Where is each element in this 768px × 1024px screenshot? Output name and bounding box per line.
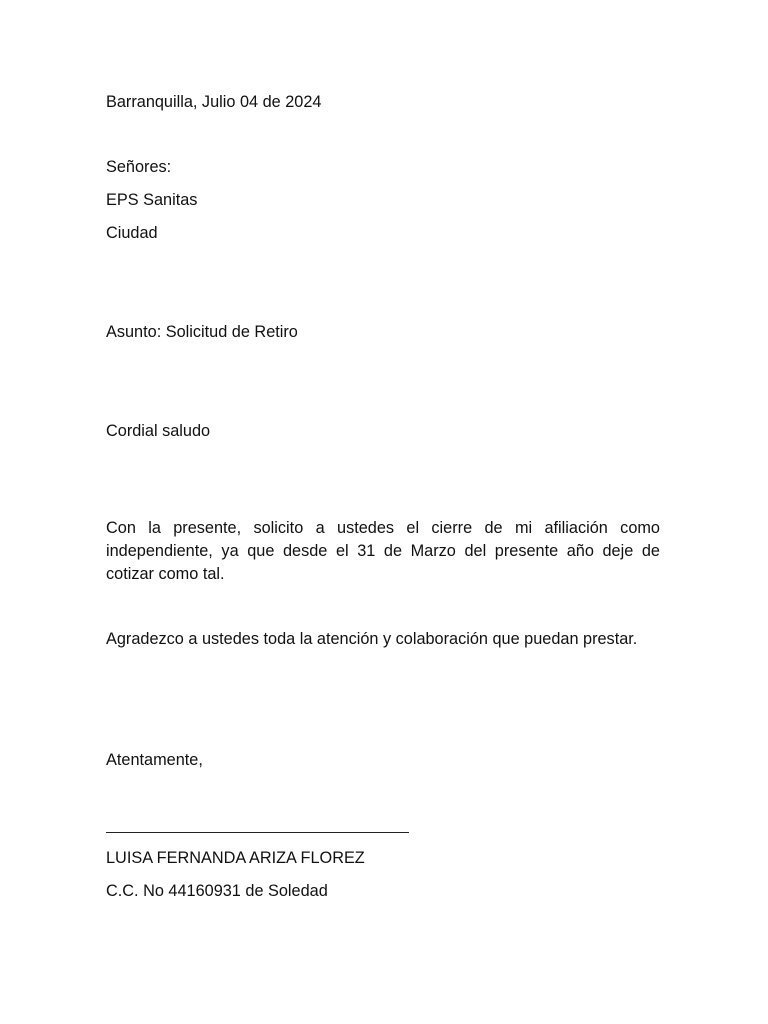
letter-subject: Asunto: Solicitud de Retiro [106, 323, 298, 341]
recipient-city: Ciudad [106, 224, 158, 242]
body-paragraph-2: Agradezco a ustedes toda la atención y colaboración que puedan prestar. [106, 630, 638, 648]
signer-name: LUISA FERNANDA ARIZA FLOREZ [106, 849, 365, 867]
signature-line [106, 832, 409, 833]
letter-greeting: Cordial saludo [106, 422, 211, 440]
letter-closing: Atentamente, [106, 751, 203, 769]
recipient-company: EPS Sanitas [106, 191, 198, 209]
body-paragraph-1: Con la presente, solicito a ustedes el cierre de mi afiliación como independiente, ya que desde el 31 de Marzo del presente año deje de cotizar como tal. [106, 519, 660, 583]
letter-date: Barranquilla, Julio 04 de 2024 [106, 93, 322, 111]
recipient-salutation: Señores: [106, 158, 172, 176]
signer-id: C.C. No 44160931 de Soledad [106, 882, 328, 900]
